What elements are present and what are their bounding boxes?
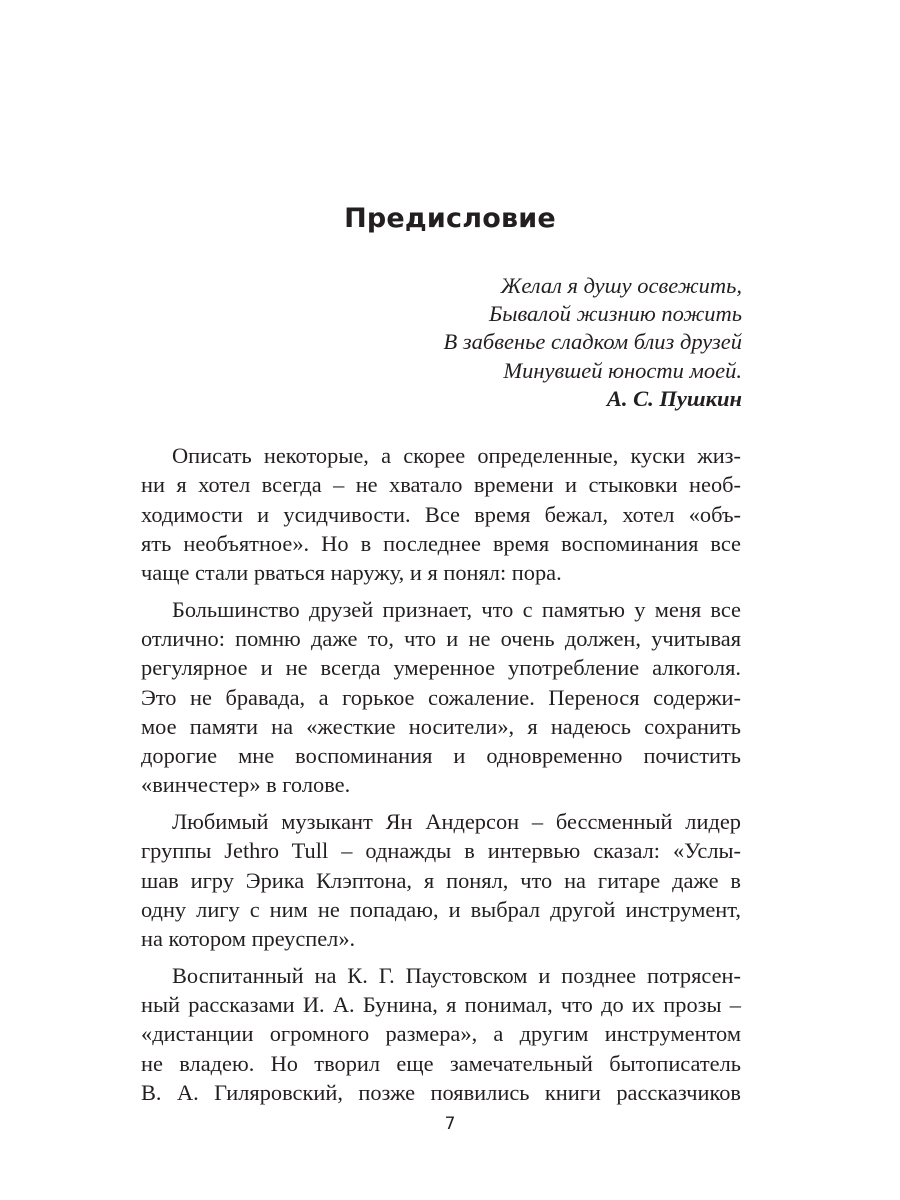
text-line: Воспитанный на К. Г. Паустовском и позднее потрясен- bbox=[172, 962, 741, 988]
paragraph bbox=[141, 807, 741, 953]
text-line: ять необъятное». Но в последнее время воспоминания все bbox=[141, 530, 741, 556]
text-line: Любимый музыкант Ян Андерсон – бессменный лидер bbox=[172, 808, 741, 834]
paragraph bbox=[141, 595, 741, 800]
text-line: не владею. Но творил еще замечательный бытописатель bbox=[141, 1050, 741, 1076]
text-line: Описать некоторые, а скорее определенные, куски жиз- bbox=[172, 443, 741, 468]
text-line: ный рассказами И. А. Бунина, я понимал, что до их прозы – bbox=[141, 991, 741, 1017]
paragraph bbox=[141, 441, 741, 587]
epigraph bbox=[444, 272, 743, 413]
text-line: ни я хотел всегда – не хватало времени и стыковки необ- bbox=[141, 472, 741, 498]
text-line: Большинство друзей признает, что с памятью у меня все bbox=[172, 596, 741, 622]
text-line: на котором преуспел». bbox=[141, 926, 356, 952]
text-line: группы Jethro Tull – однажды в интервью сказал: «Услы- bbox=[141, 838, 741, 864]
epigraph-author: А. С. Пушкин bbox=[606, 385, 742, 411]
body-text bbox=[141, 441, 741, 1114]
text-line: регулярное и не всегда умеренное употребление алкоголя. bbox=[141, 655, 741, 681]
epigraph-line: Минувшей юности моей. bbox=[503, 357, 742, 383]
text-line: чаще стали рваться наружу, и я понял: пора. bbox=[141, 560, 562, 586]
text-line: ходимости и усидчивости. Все время бежал, хотел «объ- bbox=[141, 501, 741, 527]
text-line: мое памяти на «жесткие носители», я надеюсь сохранить bbox=[141, 713, 741, 739]
text-line: «дистанции огромного размера», а другим инструментом bbox=[141, 1021, 741, 1047]
epigraph-line: Желал я душу освежить, bbox=[500, 273, 742, 298]
chapter-heading: Предисловие bbox=[344, 203, 556, 234]
text-line: дорогие мне воспоминания и одновременно почистить bbox=[141, 743, 741, 769]
epigraph-line: В забвенье сладком близ друзей bbox=[443, 329, 742, 355]
text-line: Это не бравада, а горькое сожаление. Перенося содержи- bbox=[141, 684, 741, 710]
text-line: В. А. Гиляровский, позже появились книги рассказчиков bbox=[141, 1079, 741, 1105]
epigraph-line: Бывалой жизнию пожить bbox=[488, 301, 742, 327]
paragraph bbox=[141, 961, 741, 1107]
text-line: одну лигу с ним не попадаю, и выбрал другой инструмент, bbox=[141, 896, 741, 922]
page-number: 7 bbox=[444, 1114, 456, 1134]
text-line: «винчестер» в голове. bbox=[141, 772, 351, 798]
text-line: шав игру Эрика Клэптона, я понял, что на гитаре даже в bbox=[141, 867, 741, 893]
text-line: отлично: помню даже то, что и не очень должен, учитывая bbox=[141, 625, 741, 651]
